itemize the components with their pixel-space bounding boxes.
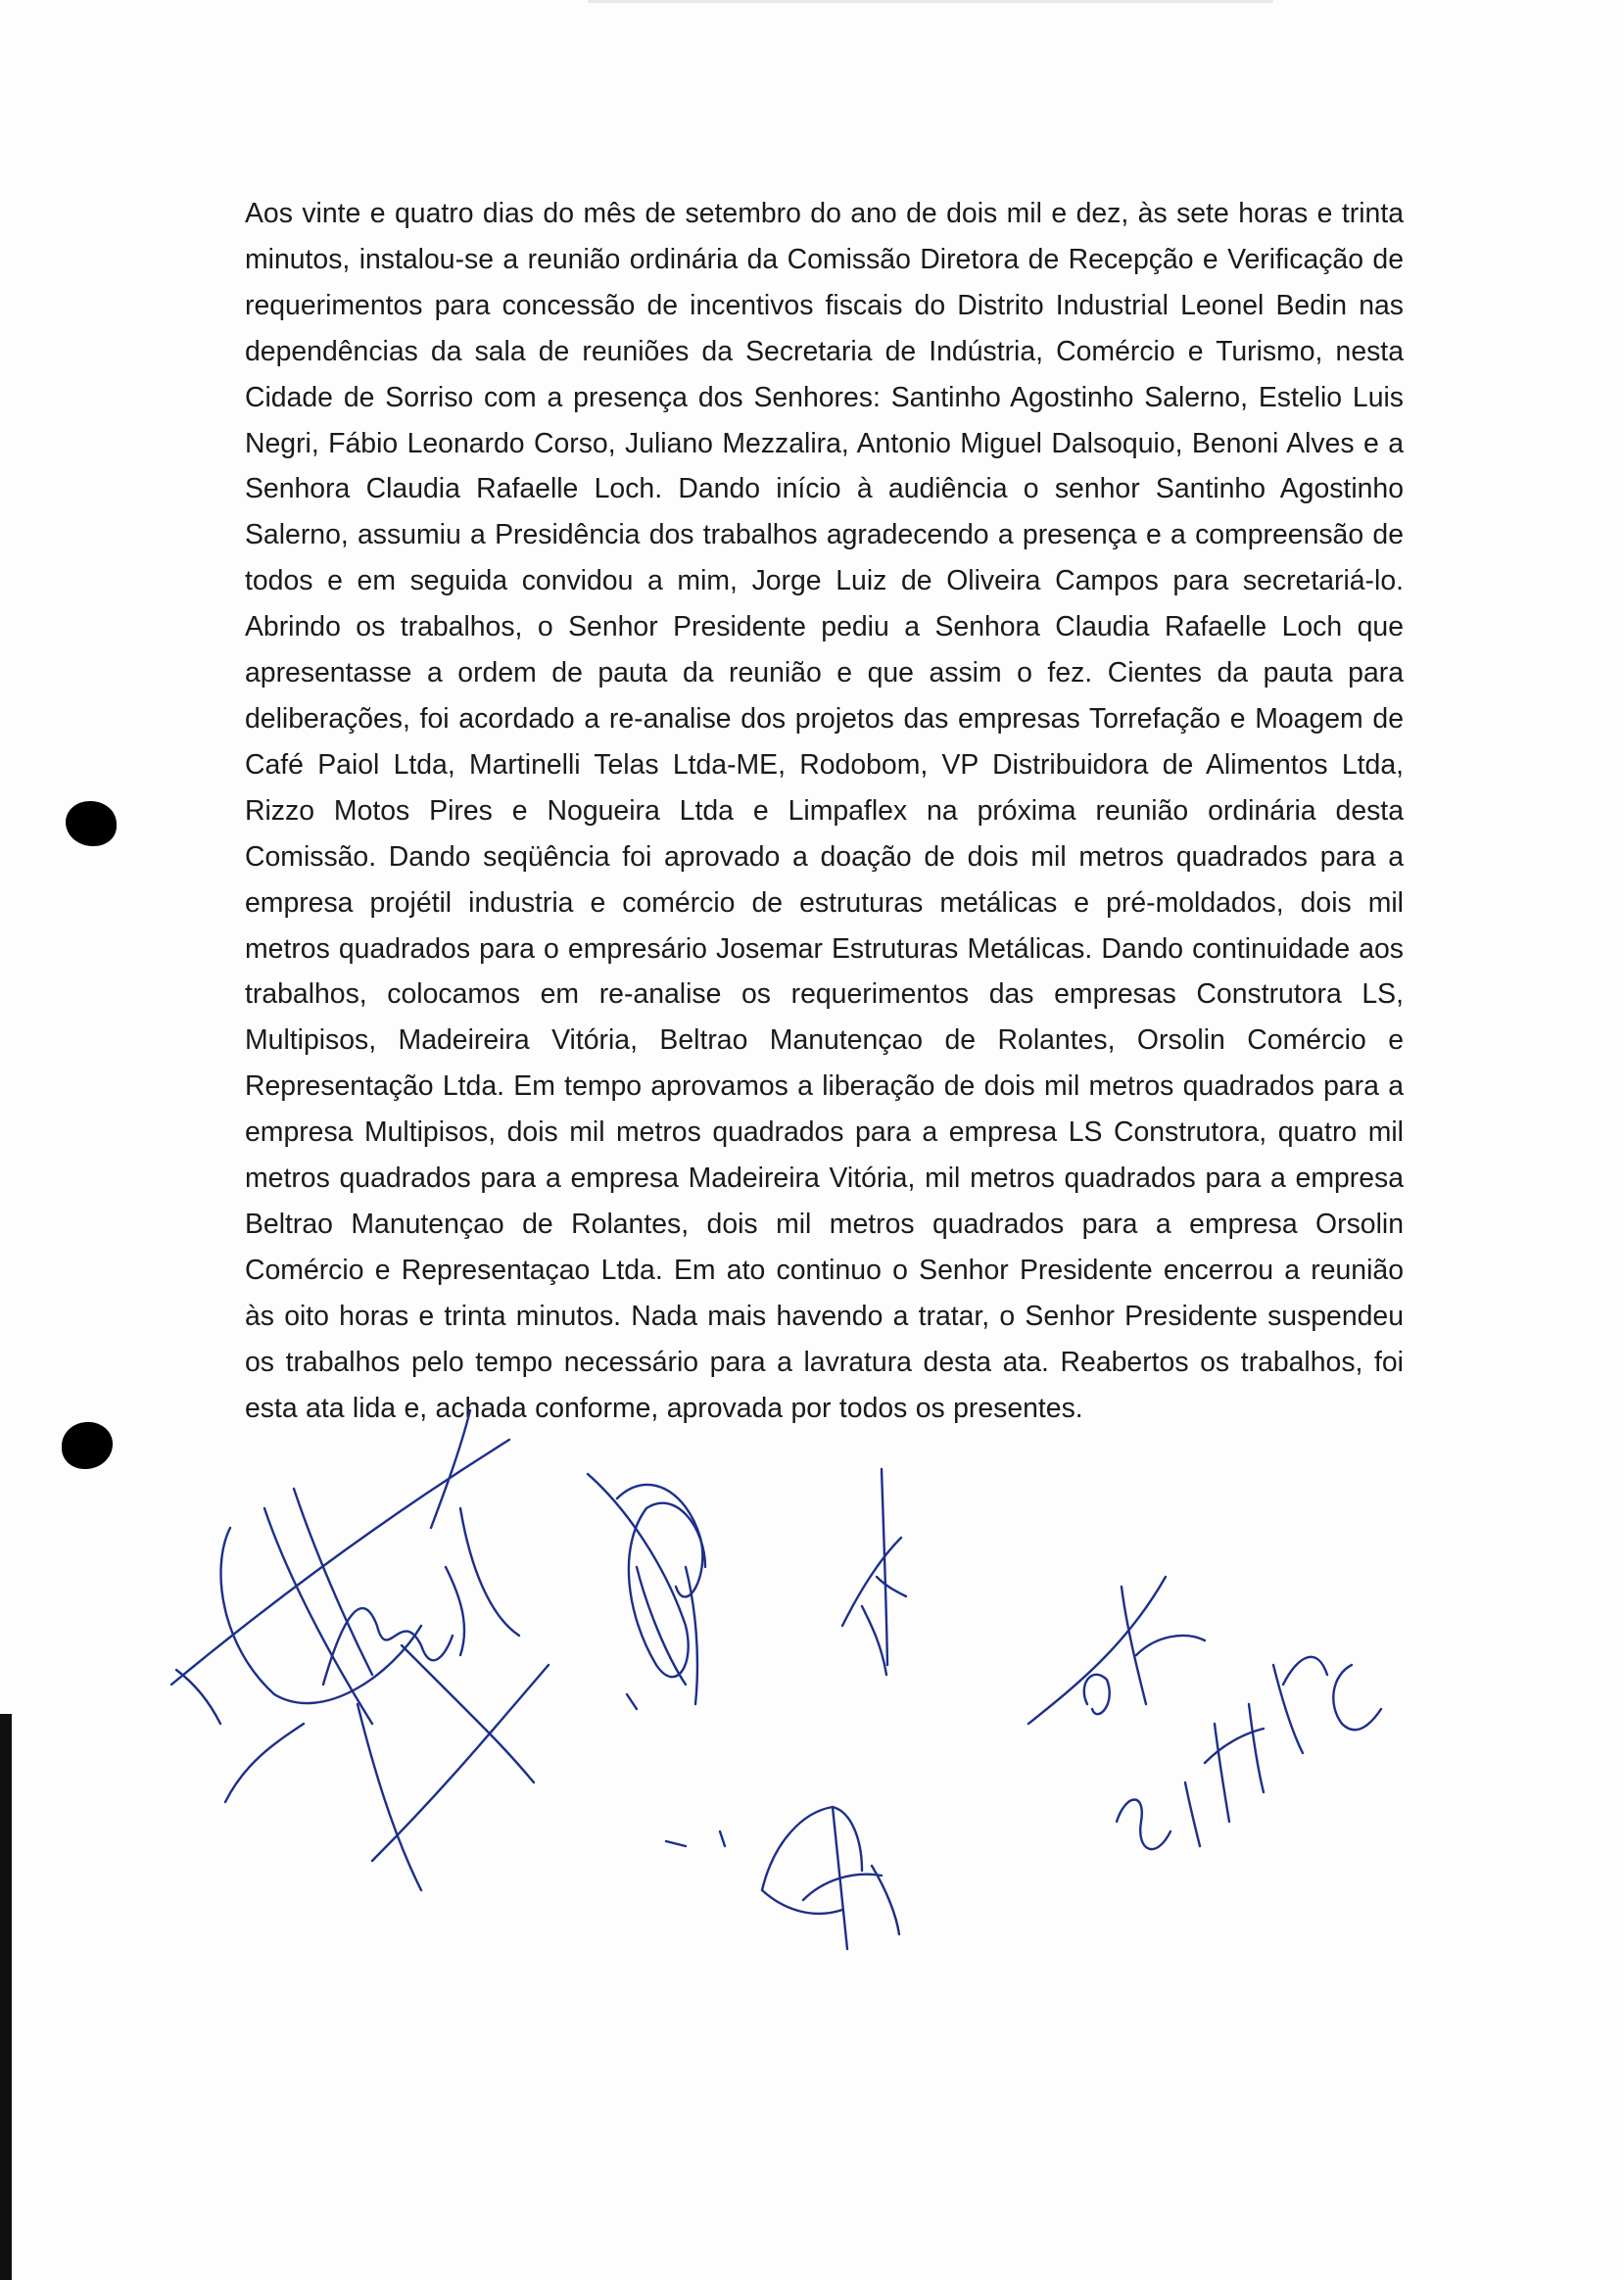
signature-4: [762, 1807, 899, 1949]
punch-hole-bottom: [62, 1422, 113, 1469]
signature-1: [171, 1410, 549, 1890]
signature-2: [588, 1474, 725, 1846]
scan-left-edge: [0, 1714, 12, 2280]
minutes-paragraph: Aos vinte e quatro dias do mês de setembro do ano de dois mil e dez, às sete horas e trinta minutos, instalou-se a reunião ordinária da Comissão Diretora de Recepção e Verificação de requerimentos para concessão de incentivos fiscais do Distrito Industrial Leonel Bedin nas dependências da sala de reuniões da Secretaria de Indústria, Comércio e Turismo, nesta Cidade de Sorriso com a presença dos Senhores: Santinho Agostinho Salerno, Estelio Luis Negri, Fábio Leonardo Corso, Juliano Mezzalira, Antonio Miguel Dalsoquio, Benoni Alves e a Senhora Claudia Rafaelle Loch. Dando início à audiência o senhor Santinho Agostinho Salerno, assumiu a Presidência dos trabalhos agradecendo a presença e a compreensão de todos e em seguida convidou a mim, Jorge Luiz de Oliveira Campos para secretariá-lo. Abrindo os trabalhos, o Senhor Presidente pediu a Senhora Claudia Rafaelle Loch que apresentasse a ordem de pauta da reunião e que assim o fez. Cientes da pauta para deliberações, foi acordado a re-analise dos projetos das empresas Torrefação e Moagem de Café Paiol Ltda, Martinelli Telas Ltda-ME, Rodobom, VP Distribuidora de Alimentos Ltda, Rizzo Motos Pires e Nogueira Ltda e Limpaflex na próxima reunião ordinária desta Comissão. Dando seqüência foi aprovado a doação de dois mil metros quadrados para a empresa projétil industria e comércio de estruturas metálicas e pré-moldados, dois mil metros quadrados para o empresário Josemar Estruturas Metálicas. Dando continuidade aos trabalhos, colocamos em re-analise os requerimentos das empresas Construtora LS, Multipisos, Madeireira Vitória, Beltrao Manutençao de Rolantes, Orsolin Comércio e Representação Ltda. Em tempo aprovamos a liberação de dois mil metros quadrados para a empresa Multipisos, dois mil metros quadrados para a empresa LS Construtora, quatro mil metros quadrados para a empresa Madeireira Vitória, mil metros quadrados para a empresa Beltrao Manutençao de Rolantes, dois mil metros quadrados para a empresa Orsolin Comércio e Representaçao Ltda. Em ato continuo o Senhor Presidente encerrou a reunião às oito horas e trinta minutos. Nada mais havendo a tratar, o Senhor Presidente suspendeu os trabalhos pelo tempo necessário para a lavratura desta ata. Reabertos os trabalhos, foi esta ata lida e, achada conforme, aprovada por todos os presentes.: [245, 198, 1404, 1424]
punch-hole-top: [66, 801, 117, 846]
signature-5: [1028, 1577, 1381, 1849]
scan-top-edge: [588, 0, 1273, 3]
signature-3: [842, 1469, 906, 1675]
